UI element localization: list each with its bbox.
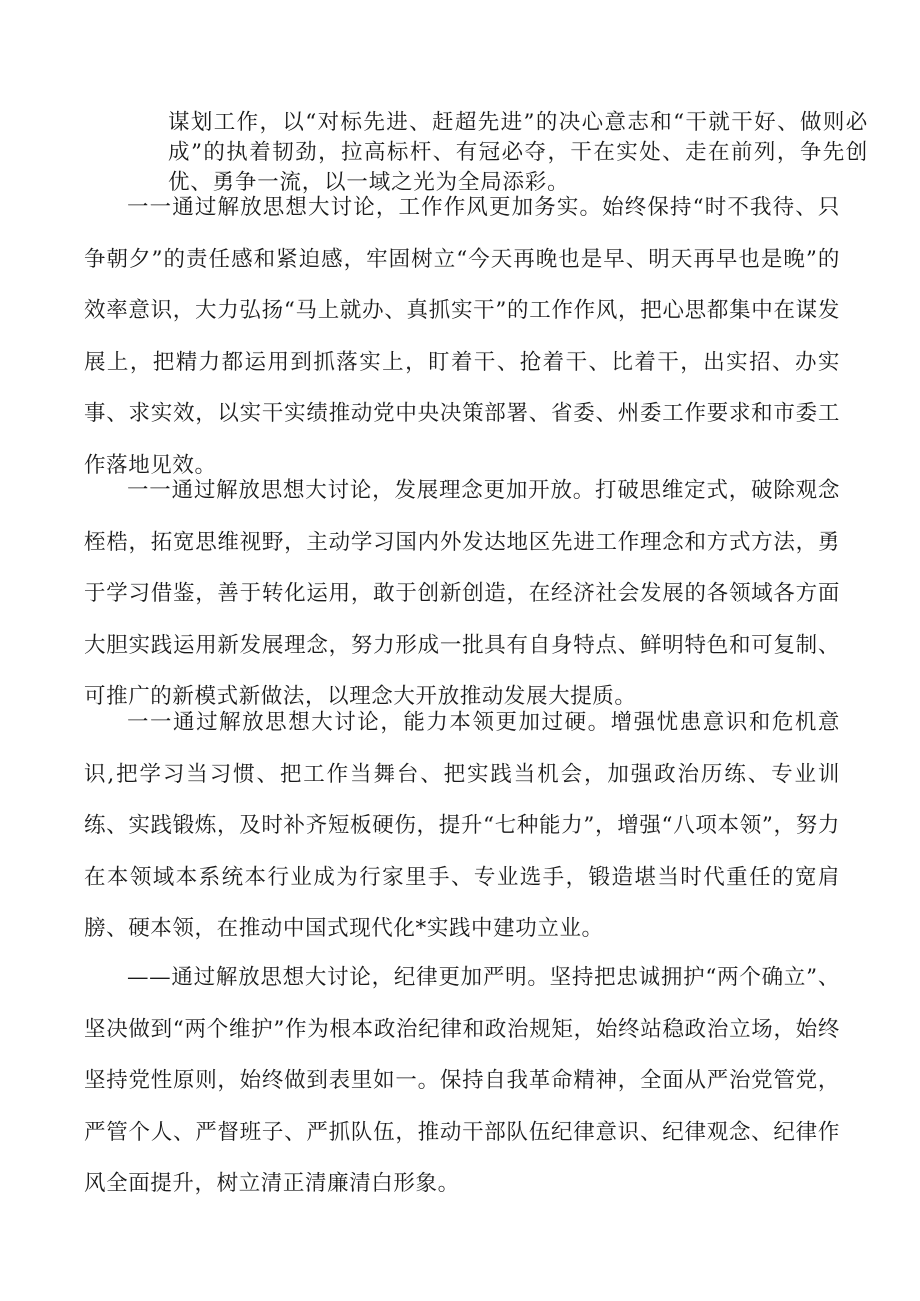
paragraph-ability: 一一通过解放思想大讨论，能力本领更加过硬。增强忧患意识和危机意识,把学习当习惯、把工作当舞台、把实践当机会，加强政治历练、专业训练、实践锻炼，及时补齐短板硬伤，提升“七种能力”，增强“八项本领”，努力在本领域本系统本行业成为行家里手、专业选手，锻造堪当时代重任的宽肩膀、硬本领，在推动中国式现代化*实践中建功立业。 — [84, 710, 840, 941]
paragraph-discipline: ——通过解放思想大讨论，纪律更加严明。坚持把忠诚拥护“两个确立”、坚决做到“两个维护”作为根本政治纪律和政治规矩，始终站稳政治立场，始终坚持党性原则，始终做到表里如一。保持自我革命精神，全面从严治党管党，严管个人、严督班子、严抓队伍，推动干部队伍纪律意识、纪律观念、纪律作风全面提升，树立清正清廉清白形象。 — [84, 965, 840, 1196]
intro-paragraph: 谋划工作，以“对标先进、赶超先进”的决心意志和“干就干好、做则必成”的执着韧劲，拉高标杆、有冠必夺，干在实处、走在前列，争先创优、勇争一流，以一域之光为全局添彩。 — [168, 110, 868, 195]
paragraph-work-style: 一一通过解放思想大讨论，工作作风更加务实。始终保持“时不我待、只争朝夕”的责任感和紧迫感，牢固树立“今天再晚也是早、明天再早也是晚”的效率意识，大力弘扬“马上就办、真抓实干”的工作作风，把心思都集中在谋发展上，把精力都运用到抓落实上，盯着干、抢着干、比着干，出实招、办实事、求实效，以实干实绩推动党中央决策部署、省委、州委工作要求和市委工作落地见效。 — [84, 195, 840, 478]
paragraph-development-concept: 一一通过解放思想大讨论，发展理念更加开放。打破思维定式，破除观念桎梏，拓宽思维视野，主动学习国内外发达地区先进工作理念和方式方法，勇于学习借鉴，善于转化运用，敢于创新创造，在经济社会发展的各领域各方面大胆实践运用新发展理念，努力形成一批具有自身特点、鲜明特色和可复制、可推广的新模式新做法，以理念大开放推动发展大提质。 — [84, 478, 840, 709]
